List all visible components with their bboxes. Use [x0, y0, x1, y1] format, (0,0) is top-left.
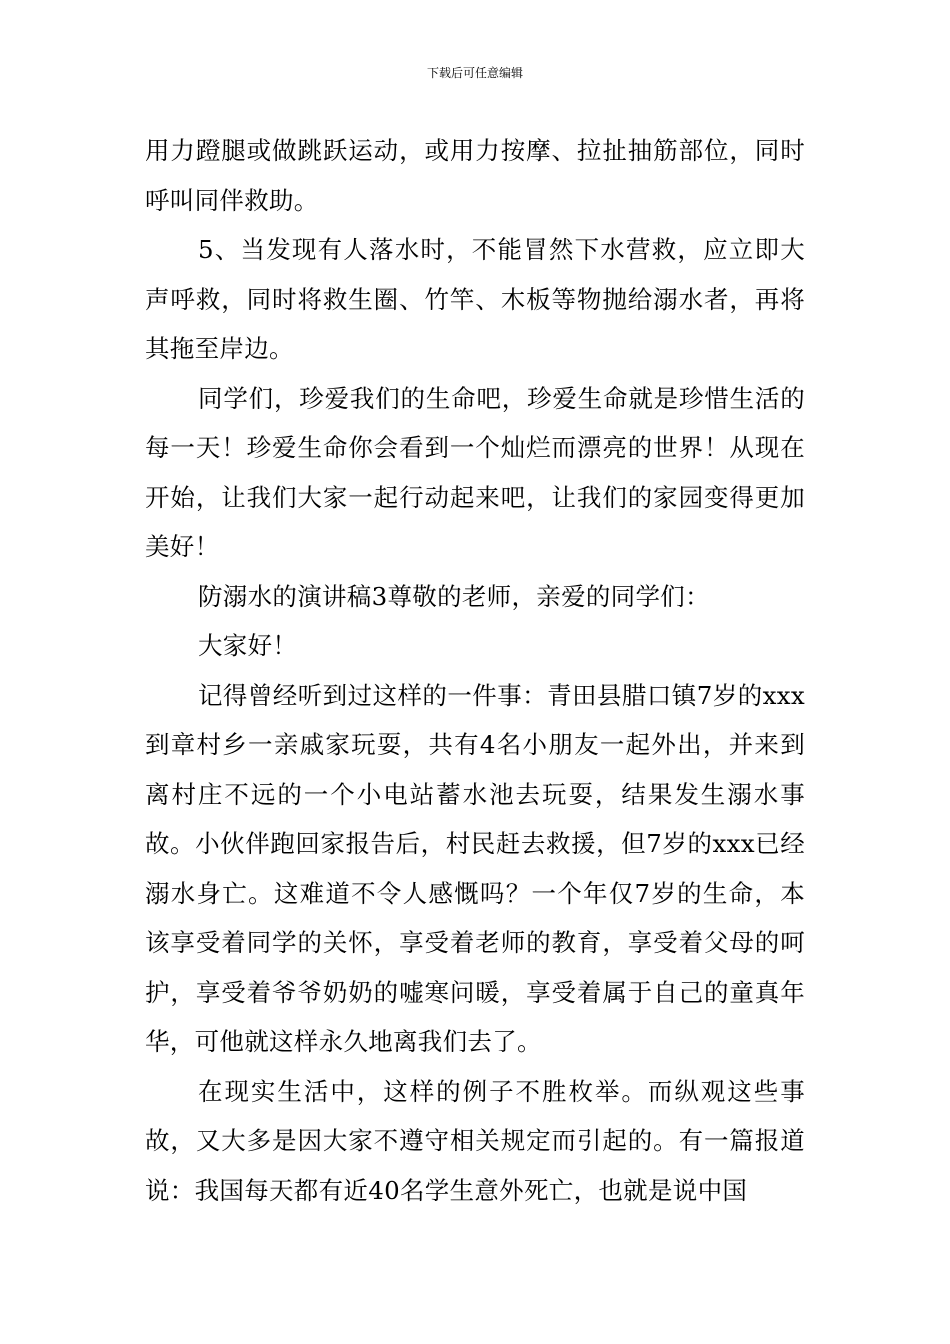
paragraph-2: 5、当发现有人落水时，不能冒然下水营救，应立即大声呼救，同时将救生圈、竹竿、木板等物抛给溺水者，再将其拖至岸边。 — [145, 235, 805, 363]
paragraph-6: 记得曾经听到过这样的一件事：青田县腊口镇7岁的xxx到章村乡一亲戚家玩耍，共有4名小朋友一起外出，并来到离村庄不远的一个小电站蓄水池去玩耍，结果发生溺水事故。小伙伴跑回家报告后，村民赶去救援，但7岁的xxx已经溺水身亡。这难道不令人感慨吗？一个年仅7岁的生命，本该享受着同学的关怀，享受着老师的教育，享受着父母的呵护，享受着爷爷奶奶的嘘寒问暖，享受着属于自己的童真年华，可他就这样永久地离我们去了。 — [145, 680, 805, 1056]
paragraph-1: 用力蹬腿或做跳跃运动，或用力按摩、拉扯抽筋部位，同时呼叫同伴救助。 — [145, 136, 805, 215]
paragraph-5: 大家好！ — [198, 631, 298, 660]
paragraph-7: 在现实生活中，这样的例子不胜枚举。而纵观这些事故，又大多是因大家不遵守相关规定而引起的。有一篇报道说：我国每天都有近40名学生意外死亡，也就是说中国 — [145, 1076, 805, 1205]
paragraph-3: 同学们，珍爱我们的生命吧，珍爱生命就是珍惜生活的每一天！珍爱生命你会看到一个灿烂而漂亮的世界！从现在开始，让我们大家一起行动起来吧，让我们的家园变得更加美好！ — [145, 383, 805, 561]
page-header: 下载后可任意编辑 — [426, 66, 523, 80]
paragraph-4: 防溺水的演讲稿3尊敬的老师，亲爱的同学们： — [198, 581, 710, 611]
document-body — [145, 126, 805, 1215]
